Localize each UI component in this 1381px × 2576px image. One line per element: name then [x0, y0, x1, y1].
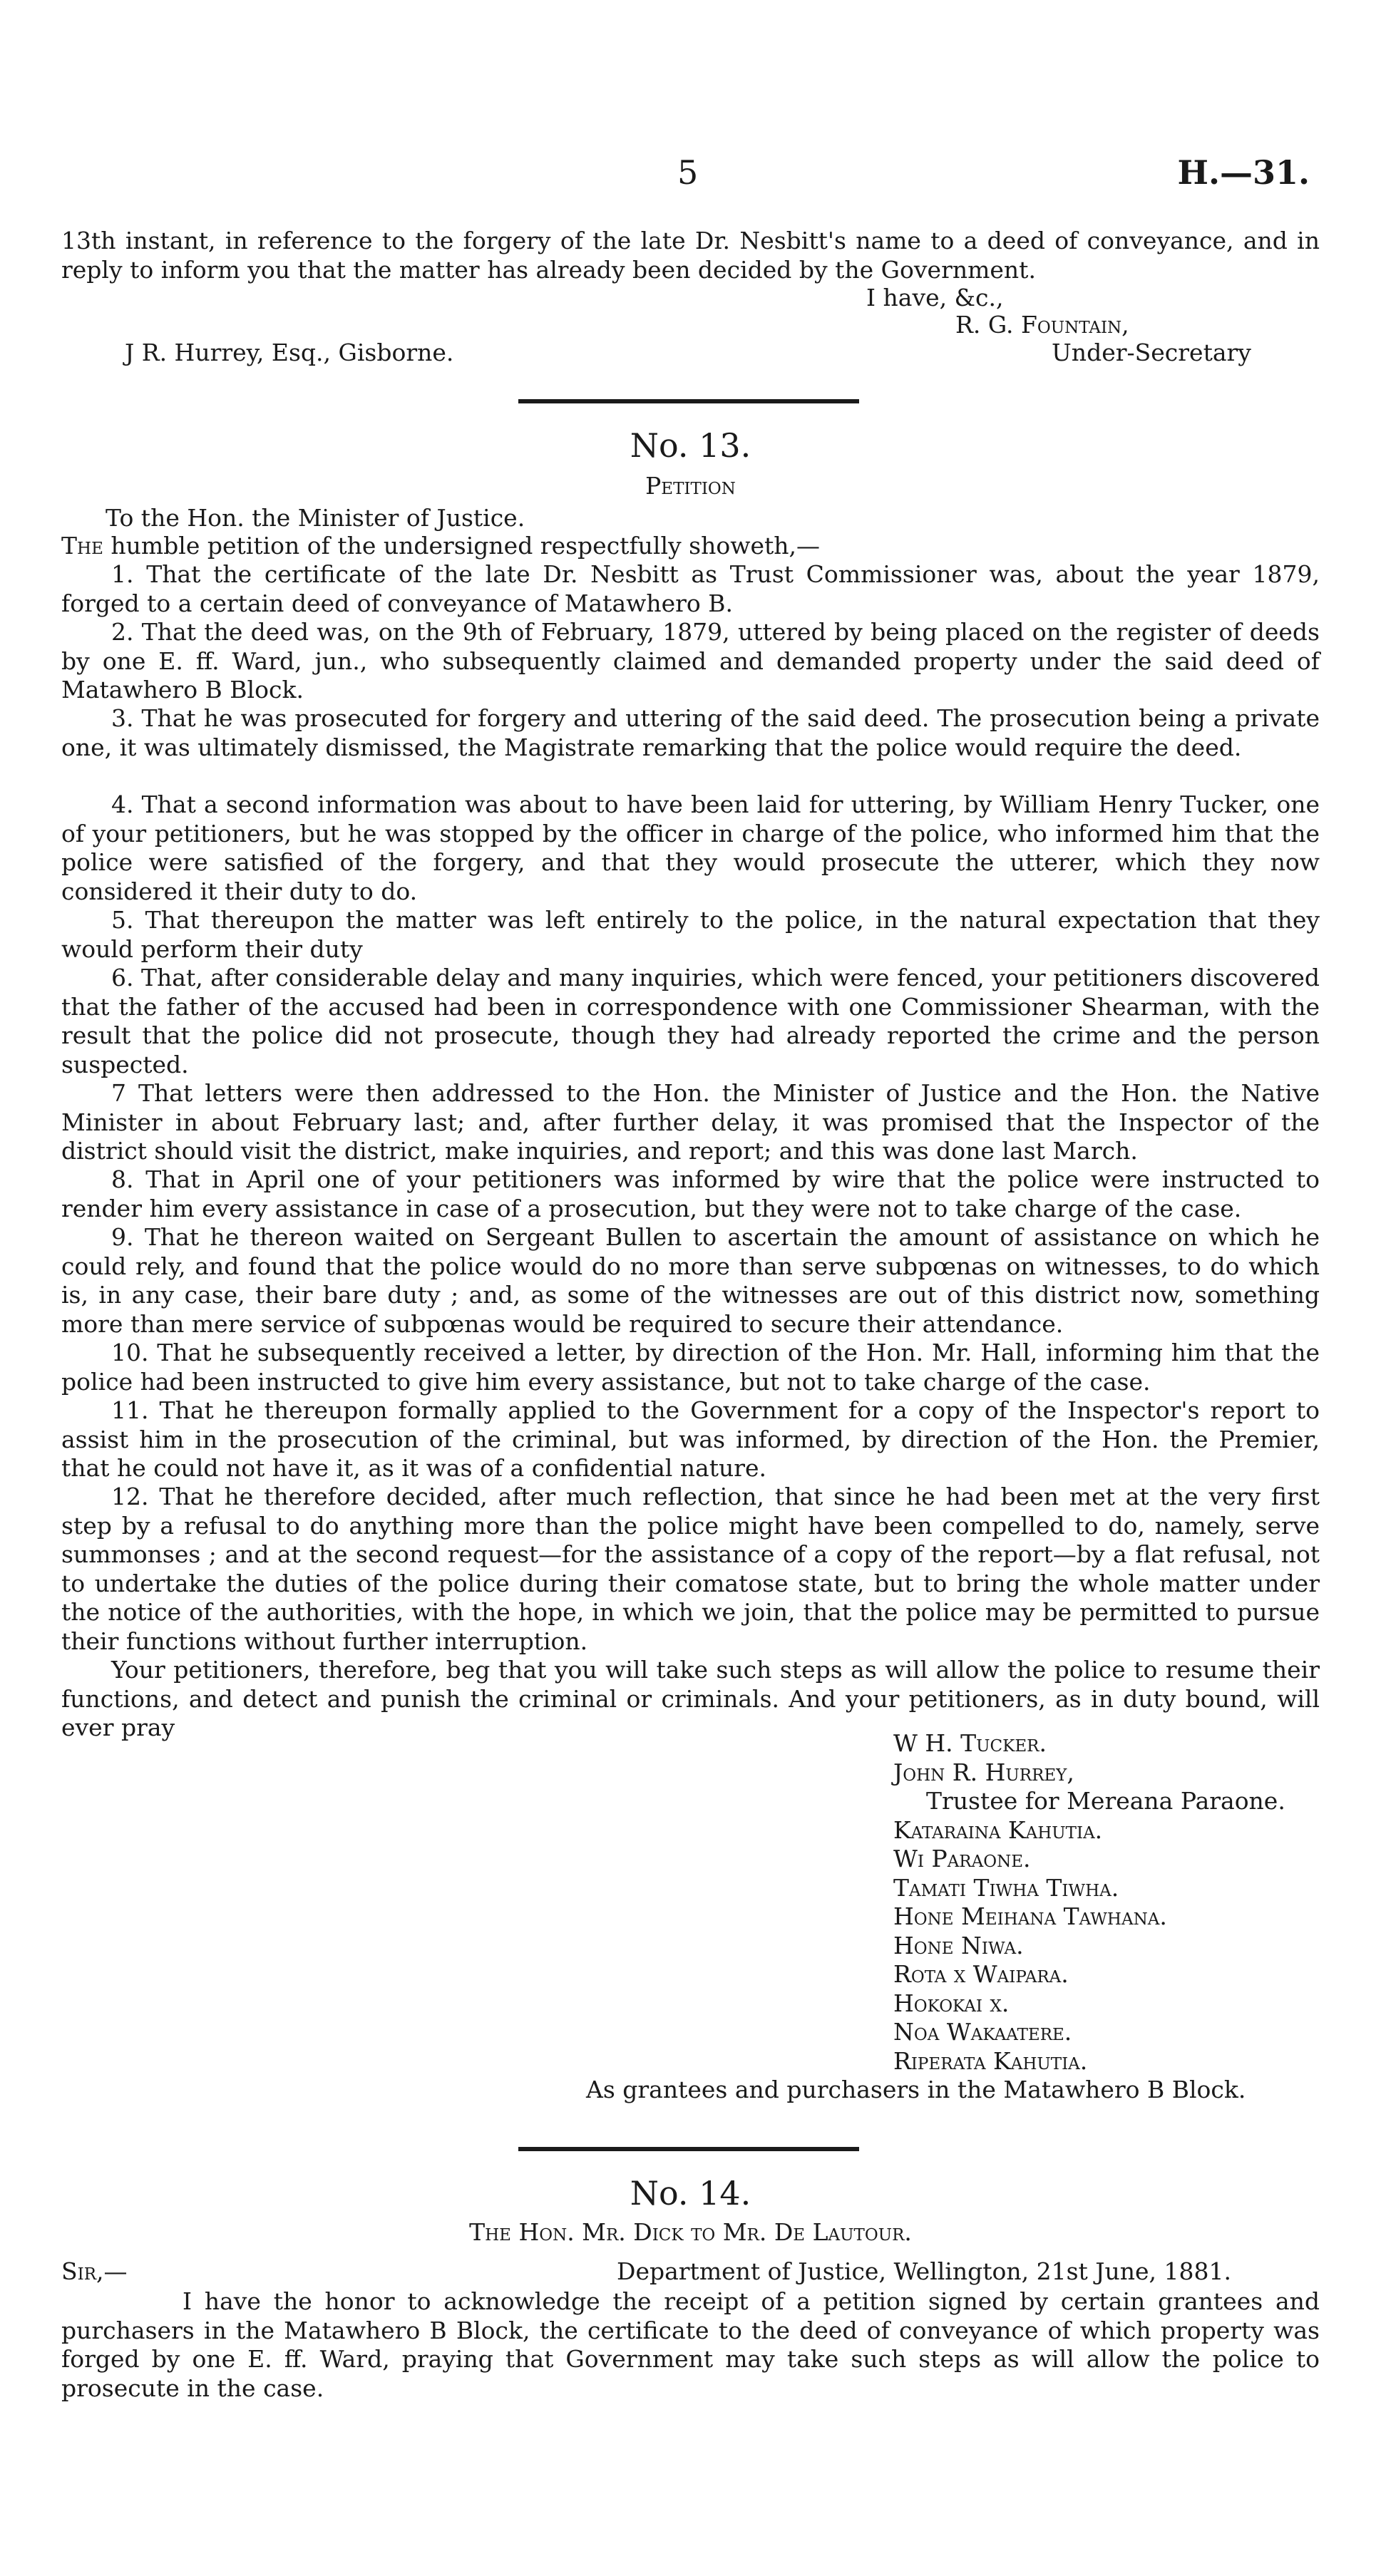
signature: Rota x Waipara.: [893, 1960, 1069, 1988]
document-number-14: No. 14.: [630, 2174, 751, 2212]
petition-item-10: 10. That he subsequently received a letter, by direction of the Hon. Mr. Hall, informing him that the police had been instructed to give him every assistance, but not to take charge of the case.: [61, 1339, 1320, 1396]
letter-salutation: Sir,—: [61, 2257, 128, 2285]
letter-end-paragraph: 13th instant, in reference to the forgery of the late Dr. Nesbitt's name to a deed of conveyance, and in reply to inform you that the matter has already been decided by the Government.: [61, 227, 1320, 284]
signature: Hone Meihana Tawhana.: [893, 1902, 1167, 1930]
petition-signatures: [893, 1729, 1285, 2076]
document-number-13: No. 13.: [630, 426, 751, 465]
petition-items: [61, 560, 1320, 1742]
grantees-note: As grantees and purchasers in the Matawhero B Block.: [586, 2076, 1246, 2103]
petition-item-4: 4. That a second information was about to have been laid for uttering, by William Henry Tucker, one of your petitioners, but he was stopped by the officer in charge of the police, who informed him that the police were satisfied of the forgery, and that they would prosecute the utterer, which they now considered it their duty to do.: [61, 790, 1320, 905]
petition-opening: [61, 532, 1320, 561]
section-divider: [518, 399, 859, 403]
signature-trustee-line: Trustee for Mereana Paraone.: [926, 1787, 1285, 1815]
petition-addressee: To the Hon. the Minister of Justice.: [106, 504, 525, 532]
signature: Kataraina Kahutia.: [893, 1815, 1103, 1844]
letter-closing: I have, &c.,: [866, 284, 1004, 311]
signature: Noa Wakaatere.: [893, 2018, 1072, 2046]
petition-prayer: Your petitioners, therefore, beg that you will take such steps as will allow the police to resume their functions, and detect and punish the criminal or criminals. And your petitioners, as in duty bound, will ever pray: [61, 1656, 1320, 1741]
letter-addressee: J R. Hurrey, Esq., Gisborne.: [125, 339, 454, 366]
signature: John R. Hurrey,: [893, 1758, 1074, 1786]
petition-item-3: 3. That he was prosecuted for forgery and uttering of the said deed. The prosecution being a private one, it was ultimately dismissed, the Magistrate remarking that the police would require the deed.: [61, 704, 1320, 761]
signature: Riperata Kahutia.: [893, 2046, 1088, 2075]
page-number: 5: [677, 153, 699, 192]
petition-item-1: 1. That the certificate of the late Dr. Nesbitt as Trust Commissioner was, about the year 1879, forged to a certain deed of conveyance of Matawhero B.: [61, 560, 1320, 617]
petition-item-12: 12. That he therefore decided, after much reflection, that since he had been met at the very first step by a refusal to do anything more than the police might have been compelled to do, namely, serve summonses ; and at the second request—for the assistance of a copy of the report—by a flat refusal, not to undertake the duties of the police during their comatose state, but to bring the whole matter under the notice of the authorities, with the hope, in which we join, that the police may be permitted to pursue their functions without further interruption.: [61, 1483, 1320, 1655]
petition-opening-text: humble petition of the undersigned respectfully showeth,—: [111, 532, 820, 560]
letter-signatory-title: Under-Secretary: [1052, 339, 1251, 366]
petition-item-7: 7 That letters were then addressed to the Hon. the Minister of Justice and the Hon. the Native Minister in about February last; and, after further delay, it was promised that the Inspector of the district should visit the district, make inquiries, and report; and this was done last March.: [61, 1079, 1320, 1165]
signature: Hokokai x.: [893, 1989, 1010, 2017]
signature: W H. Tucker.: [893, 1729, 1047, 1757]
document-title-14: The Hon. Mr. Dick to Mr. De Lautour.: [469, 2218, 912, 2246]
document-title-petition: Petition: [645, 472, 736, 500]
paper-reference: H.—31.: [1177, 153, 1310, 192]
petition-item-9: 9. That he thereon waited on Sergeant Bullen to ascertain the amount of assistance on which he could rely, and found that the police would do no more than serve subpœnas on witnesses, to do which is, in any case, their bare duty ; and, as some of the witnesses are out of this district now, something more than mere service of subpœnas would be required to secure their attendance.: [61, 1223, 1320, 1338]
petition-item-8: 8. That in April one of your petitioners was informed by wire that the police were instructed to render him every assistance in case of a prosecution, but they were not to take charge of the case.: [61, 1165, 1320, 1222]
letter-signatory: R. G. Fountain,: [955, 311, 1129, 339]
petition-item-11: 11. That he thereupon formally applied to the Government for a copy of the Inspector's report to assist him in the prosecution of the criminal, but was informed, by direction of the Hon. the Premier, that he could not have it, as it was of a confidential nature.: [61, 1396, 1320, 1482]
letter-body-block: [61, 2287, 1320, 2403]
petition-item-5: 5. That thereupon the matter was left entirely to the police, in the natural expectation that they would perform their duty: [61, 906, 1320, 963]
section-divider: [518, 2147, 859, 2151]
petition-item-6: 6. That, after considerable delay and many inquiries, which were fenced, your petitioners discovered that the father of the accused had been in correspondence with one Commissioner Shearman, with the result that the police did not prosecute, though they had already reported the crime and the person suspected.: [61, 964, 1320, 1078]
letter-end-paragraph-block: [61, 227, 1320, 284]
letter-body: I have the honor to acknowledge the receipt of a petition signed by certain grantees and purchasers in the Matawhero B Block, the certificate to the deed of conveyance of which property was forged by one E. ff. Ward, praying that Government may take such steps as will allow the police to prosecute in the case.: [61, 2287, 1320, 2402]
petition-item-2: 2. That the deed was, on the 9th of February, 1879, uttered by being placed on the register of deeds by one E. ff. Ward, jun., who subsequently claimed and demanded property under the said deed of Matawhero B Block.: [61, 618, 1320, 704]
petition-opening-lead: The: [61, 532, 103, 560]
letter-dateline: Department of Justice, Wellington, 21st June, 1881.: [617, 2257, 1231, 2285]
signature: Tamati Tiwha Tiwha.: [893, 1873, 1119, 1902]
signature: Wi Paraone.: [893, 1845, 1031, 1872]
signature: Hone Niwa.: [893, 1931, 1024, 1959]
